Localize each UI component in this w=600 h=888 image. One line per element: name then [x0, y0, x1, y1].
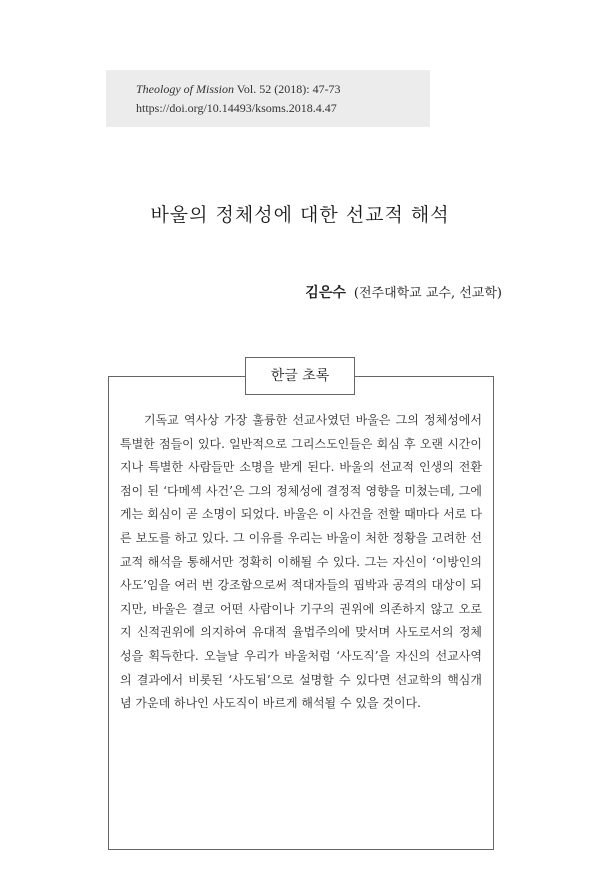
journal-volume-info: Vol. 52 (2018): 47-73	[234, 82, 341, 96]
article-title: 바울의 정체성에 대한 선교적 해석	[150, 204, 450, 226]
journal-name: Theology of Mission	[136, 82, 234, 96]
author-affiliation: (전주대학교 교수, 선교학)	[353, 286, 502, 301]
journal-citation-line	[136, 80, 430, 99]
abstract-heading: 한글 초록	[245, 357, 355, 395]
author-line	[305, 282, 502, 302]
abstract-body: 기독교 역사상 가장 훌륭한 선교사였던 바울은 그의 정체성에서 특별한 점들이 있다. 일반적으로 그리스도인들은 회심 후 오랜 시간이 지나 특별한 사람들만 소명을 받게 된다. 바울의 선교적 인생의 전환점이 된 ‘다메섹 사건’은 그의 정체성에 결정적 영향을 미쳤는데, 그에게는 회심이 곧 소명이 되었다. 바울은 이 사건을 전할 때마다 서로 다른 보도를 하고 있다. 그 이유를 우리는 바울이 처한 정황을 고려한 선교적 해석을 통해서만 정확히 이해될 수 있다. 그는 자신이 ‘이방인의 사도’임을 여러 번 강조함으로써 적대자들의 핍박과 공격의 대상이 되지만, 바울은 결코 어떤 사람이나 기구의 권위에 의존하지 않고 오로지 신적권위에 의지하여 유대적 율법주의에 맞서며 사도로서의 정체성을 획득한다. 오늘날 우리가 바울처럼 ‘사도직’을 자신의 선교사역의 결과에서 비롯된 ‘사도됨’으로 설명할 수 있다면 선교학의 핵심개념 가운데 하나인 사도직이 바르게 해석될 수 있을 것이다.	[120, 413, 482, 711]
author-name: 김은수	[305, 285, 346, 301]
journal-citation-box	[106, 70, 430, 127]
journal-doi[interactable]: https://doi.org/10.14493/ksoms.2018.4.47	[136, 101, 337, 115]
